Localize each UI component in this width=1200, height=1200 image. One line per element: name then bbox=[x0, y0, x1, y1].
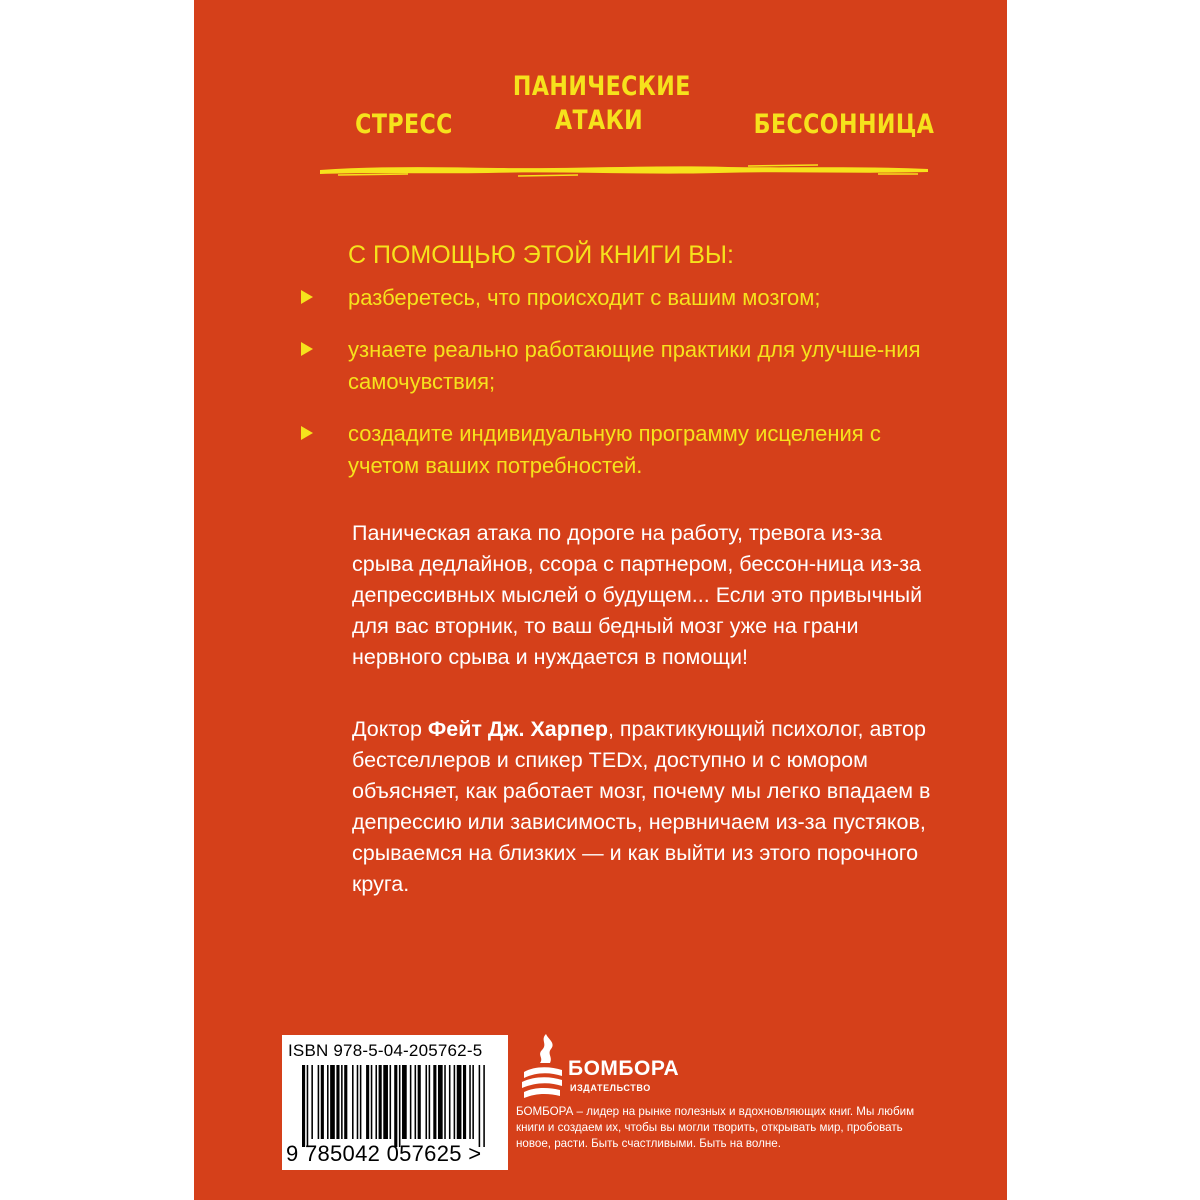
list-item bbox=[301, 418, 941, 482]
triangle-bullet-icon bbox=[301, 290, 313, 304]
description-paragraph: Паническая атака по дороге на работу, тревога из-за срыва дедлайнов, ссора с партнером, бессон-ница из-за депрессивных мыслей о будущем... Если это привычный для вас вторник, то ваш бедный мозг уже на грани нервного срыва и нуждается в помощи! bbox=[352, 521, 923, 669]
book-back-cover bbox=[194, 0, 1007, 1200]
brush-stroke-divider bbox=[318, 162, 930, 178]
triangle-bullet-icon bbox=[301, 342, 313, 356]
barcode-icon bbox=[302, 1065, 488, 1147]
publisher-subtitle: ИЗДАТЕЛЬСТВО bbox=[570, 1083, 651, 1093]
list-item bbox=[301, 282, 941, 314]
list-item-text: узнаете реально работающие практики для улучше-ния самочувствия; bbox=[348, 337, 921, 394]
list-item-text: разберетесь, что происходит с вашим мозгом; bbox=[348, 285, 821, 310]
section-heading: С ПОМОЩЬЮ ЭТОЙ КНИГИ ВЫ: bbox=[348, 241, 734, 269]
author-paragraph bbox=[352, 714, 932, 900]
list-item bbox=[301, 334, 941, 398]
author-paragraph-rest: , практикующий психолог, автор бестселлеров и спикер TEDx, доступно и с юмором объясняет, как работает мозг, почему мы легко впадаем в депрессию или зависимость, нервничаем из-за пустяков, срываемся на близких — и как выйти из этого порочного круга. bbox=[352, 717, 931, 896]
publisher-description: БОМБОРА – лидер на рынке полезных и вдохновляющих книг. Мы любим книги и создаем их, чтобы вы могли творить, открывать мир, пробовать новое, расти. Быть счастливыми. Быть на волне. bbox=[516, 1105, 915, 1150]
barcode-digits: 9 785042 057625 > bbox=[286, 1141, 482, 1166]
tag-stress: СТРЕСС bbox=[355, 109, 453, 140]
bombora-wave-logo-icon bbox=[520, 1030, 564, 1104]
author-prefix: Доктор bbox=[352, 717, 428, 741]
tag-panic-attacks: ПАНИЧЕСКИЕ АТАКИ bbox=[512, 71, 691, 136]
tag-insomnia: БЕССОННИЦА bbox=[753, 109, 935, 140]
list-item-text: создадите индивидуальную программу исцеления с учетом ваших потребностей. bbox=[348, 421, 881, 478]
barcode-panel bbox=[282, 1035, 508, 1170]
isbn-number: ISBN 978-5-04-205762-5 bbox=[288, 1041, 483, 1060]
triangle-bullet-icon bbox=[301, 426, 313, 440]
author-name: Фейт Дж. Харпер bbox=[427, 717, 608, 741]
benefits-list bbox=[301, 282, 941, 502]
publisher-name: БОМБОРА bbox=[568, 1057, 680, 1080]
